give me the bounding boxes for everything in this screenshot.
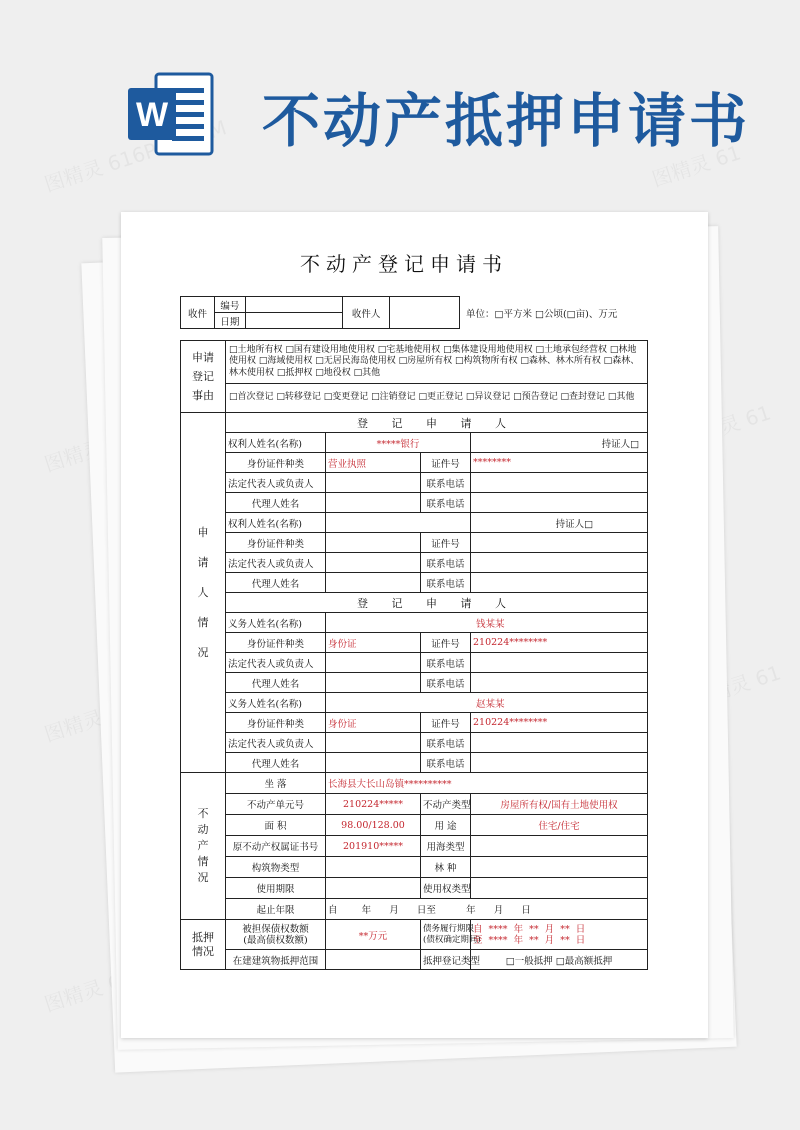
construction-value[interactable] bbox=[326, 950, 421, 970]
contact-label: 联系电话 bbox=[421, 473, 471, 493]
orig-cert-label: 原不动产权属证书号 bbox=[226, 836, 326, 857]
receiver-value[interactable] bbox=[390, 297, 460, 329]
location-value[interactable]: 长海县大长山岛镇********** bbox=[326, 773, 648, 794]
property-section-label: 不动产情况 bbox=[181, 773, 226, 920]
obligor2-name-value[interactable]: 赵某某 bbox=[326, 693, 648, 713]
contact-label: 联系电话 bbox=[421, 553, 471, 573]
contact-label: 联系电话 bbox=[421, 493, 471, 513]
obligor1-id-no-value[interactable]: 210224******** bbox=[471, 633, 648, 653]
start-end-value[interactable]: 自 年 月 日至 年 月 日 bbox=[326, 899, 648, 920]
legal-rep-value[interactable] bbox=[326, 653, 421, 673]
property-type-value[interactable]: 房屋所有权/国有土地使用权 bbox=[471, 794, 648, 815]
structure-value[interactable] bbox=[326, 857, 421, 878]
owner-name-value[interactable]: *****银行 bbox=[326, 433, 471, 453]
owner-id-type-value[interactable]: 营业执照 bbox=[326, 453, 421, 473]
obligor1-name-value[interactable]: 钱某某 bbox=[326, 613, 648, 633]
id-no-label: 证件号 bbox=[421, 533, 471, 553]
contact-value[interactable] bbox=[471, 573, 648, 593]
location-label: 坐 落 bbox=[226, 773, 326, 794]
id-no-label: 证件号 bbox=[421, 633, 471, 653]
receipt-number-label: 编号 bbox=[215, 297, 245, 313]
mortgage-type-options[interactable]: □一般抵押 □最高额抵押 bbox=[471, 950, 648, 970]
contact-label: 联系电话 bbox=[421, 753, 471, 773]
area-label: 面 积 bbox=[226, 815, 326, 836]
cert-holder-checkbox[interactable]: 持证人□ bbox=[471, 433, 648, 453]
obligor-header: 登 记 申 请 人 bbox=[226, 593, 648, 613]
registration-type-options[interactable]: □首次登记 □转移登记 □变更登记 □注销登记 □更正登记 □异议登记 □预告登记 □查封登记 □其他 bbox=[226, 384, 648, 413]
term-value[interactable]: 自 **** 年 ** 月 ** 日 至 **** 年 ** 月 ** 日 bbox=[471, 920, 648, 950]
obligor1-id-type-value[interactable]: 身份证 bbox=[326, 633, 421, 653]
legal-rep-label: 法定代表人或负责人 bbox=[226, 733, 326, 753]
agent-label: 代理人姓名 bbox=[226, 493, 326, 513]
legal-rep-label: 法定代表人或负责人 bbox=[226, 473, 326, 493]
legal-rep-value[interactable] bbox=[326, 473, 421, 493]
receipt-date-label: 日期 bbox=[215, 313, 245, 329]
tree-value[interactable] bbox=[471, 857, 648, 878]
rights-options[interactable]: □土地所有权 □国有建设用地使用权 □宅基地使用权 □集体建设用地使用权 □土地承包经营权 □林地使用权 □海域使用权 □无居民海岛使用权 □房屋所有权 □构筑物所有权 □森林、林木所有权 □森林、林木使用权 □抵押权 □地役权 □其他 bbox=[226, 341, 648, 384]
legal-rep-value[interactable] bbox=[326, 733, 421, 753]
use-label: 用 途 bbox=[421, 815, 471, 836]
apply-reason-label: 申请登记事由 bbox=[181, 341, 226, 413]
unit-no-label: 不动产单元号 bbox=[226, 794, 326, 815]
id-no-value[interactable] bbox=[471, 533, 648, 553]
right-type-label: 使用权类型 bbox=[421, 878, 471, 899]
owner-name-label: 权利人姓名(名称) bbox=[226, 433, 326, 453]
receipt-date-value[interactable] bbox=[245, 313, 342, 329]
orig-cert-value[interactable]: 201910***** bbox=[326, 836, 421, 857]
id-no-label: 证件号 bbox=[421, 453, 471, 473]
amount-value[interactable]: **万元 bbox=[326, 920, 421, 950]
use-value[interactable]: 住宅/住宅 bbox=[471, 815, 648, 836]
id-no-label: 证件号 bbox=[421, 713, 471, 733]
sea-type-label: 用海类型 bbox=[421, 836, 471, 857]
obligor2-id-no-value[interactable]: 210224******** bbox=[471, 713, 648, 733]
obligor-name-label: 义务人姓名(名称) bbox=[226, 693, 326, 713]
legal-rep-label: 法定代表人或负责人 bbox=[226, 553, 326, 573]
obligor-name-label: 义务人姓名(名称) bbox=[226, 613, 326, 633]
contact-value[interactable] bbox=[471, 753, 648, 773]
amount-label: 被担保债权数额 (最高债权数额) bbox=[226, 920, 326, 950]
receipt-number-value[interactable] bbox=[245, 297, 342, 313]
mortgage-section-label: 抵押情况 bbox=[181, 920, 226, 970]
owner-name-label: 权利人姓名(名称) bbox=[226, 513, 326, 533]
word-icon-letter: W bbox=[135, 96, 169, 134]
banner-title: 不动产抵押申请书 bbox=[262, 87, 751, 155]
unit-text: 单位：□平方米 □公顷(□亩)、万元 bbox=[466, 309, 618, 320]
applicant-section-label: 申请人情况 bbox=[181, 413, 226, 773]
sea-type-value[interactable] bbox=[471, 836, 648, 857]
agent-value[interactable] bbox=[326, 493, 421, 513]
term-label: 债务履行期限 (债权确定期间) bbox=[421, 920, 471, 950]
owner-name-value[interactable] bbox=[326, 513, 471, 533]
agent-label: 代理人姓名 bbox=[226, 753, 326, 773]
owner-id-no-value[interactable]: ******** bbox=[471, 453, 648, 473]
contact-label: 联系电话 bbox=[421, 733, 471, 753]
receipt-table bbox=[180, 296, 460, 329]
period-label: 使用期限 bbox=[226, 878, 326, 899]
agent-value[interactable] bbox=[326, 673, 421, 693]
contact-value[interactable] bbox=[471, 653, 648, 673]
construction-label: 在建建筑物抵押范围 bbox=[226, 950, 326, 970]
applicant-header: 登 记 申 请 人 bbox=[226, 413, 648, 433]
obligor2-id-type-value[interactable]: 身份证 bbox=[326, 713, 421, 733]
agent-value[interactable] bbox=[326, 573, 421, 593]
id-type-value[interactable] bbox=[326, 533, 421, 553]
word-icon bbox=[126, 70, 216, 158]
application-form bbox=[180, 340, 648, 970]
contact-value[interactable] bbox=[471, 493, 648, 513]
id-type-label: 身份证件种类 bbox=[226, 713, 326, 733]
legal-rep-value[interactable] bbox=[326, 553, 421, 573]
unit-no-value[interactable]: 210224***** bbox=[326, 794, 421, 815]
contact-value[interactable] bbox=[471, 673, 648, 693]
agent-label: 代理人姓名 bbox=[226, 673, 326, 693]
property-type-label: 不动产类型 bbox=[421, 794, 471, 815]
document-title: 不动产登记申请书 bbox=[300, 252, 508, 276]
contact-value[interactable] bbox=[471, 473, 648, 493]
cert-holder-checkbox[interactable]: 持证人□ bbox=[471, 513, 648, 533]
structure-label: 构筑物类型 bbox=[226, 857, 326, 878]
agent-label: 代理人姓名 bbox=[226, 573, 326, 593]
id-type-label: 身份证件种类 bbox=[226, 533, 326, 553]
id-type-label: 身份证件种类 bbox=[226, 633, 326, 653]
start-end-label: 起止年限 bbox=[226, 899, 326, 920]
id-type-label: 身份证件种类 bbox=[226, 453, 326, 473]
area-value[interactable]: 98.00/128.00 bbox=[326, 815, 421, 836]
receipt-label: 收件 bbox=[181, 297, 215, 329]
receiver-label: 收件人 bbox=[342, 297, 390, 329]
contact-value[interactable] bbox=[471, 733, 648, 753]
mortgage-type-label: 抵押登记类型 bbox=[421, 950, 471, 970]
period-value[interactable] bbox=[326, 878, 421, 899]
contact-label: 联系电话 bbox=[421, 653, 471, 673]
tree-label: 林 种 bbox=[421, 857, 471, 878]
contact-label: 联系电话 bbox=[421, 573, 471, 593]
right-type-value[interactable] bbox=[471, 878, 648, 899]
legal-rep-label: 法定代表人或负责人 bbox=[226, 653, 326, 673]
contact-label: 联系电话 bbox=[421, 673, 471, 693]
agent-value[interactable] bbox=[326, 753, 421, 773]
contact-value[interactable] bbox=[471, 553, 648, 573]
